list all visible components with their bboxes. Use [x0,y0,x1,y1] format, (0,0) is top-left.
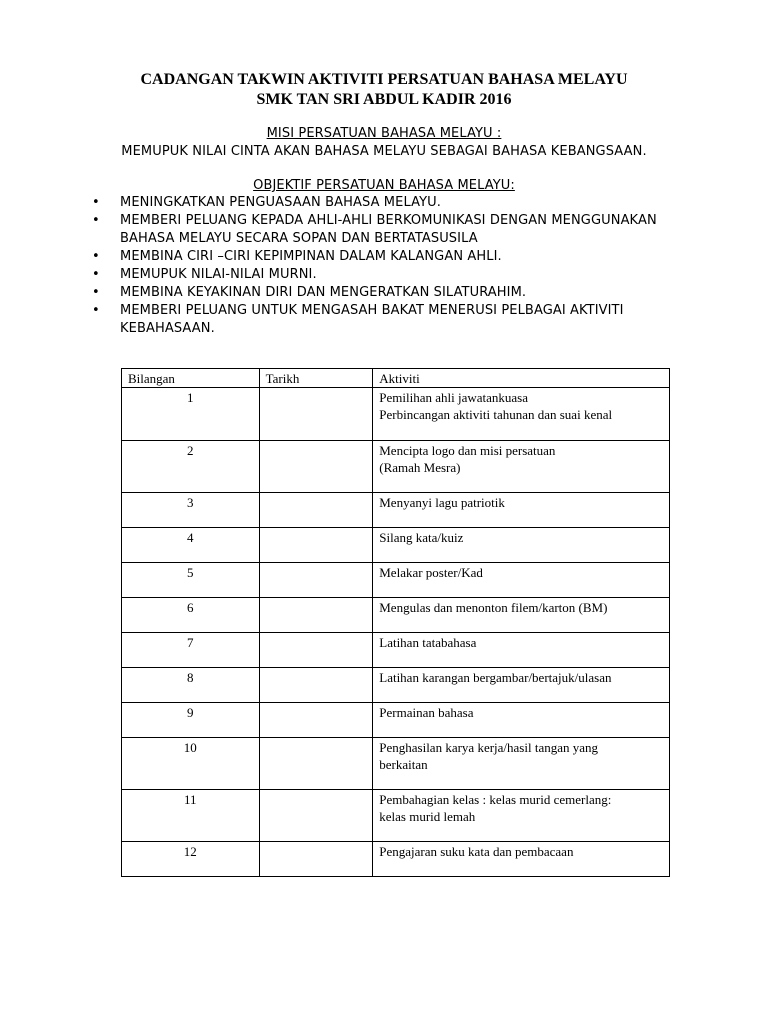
aktiviti-line: Menyanyi lagu patriotik [379,495,505,510]
objective-text: MEMBERI PELUANG KEPADA AHLI-AHLI BERKOMUNIKASI DENGAN MENGGUNAKAN BAHASA MELAYU SECARA SOPAN DAN BERTATASUSILA [120,213,657,246]
bullet-icon: • [92,213,100,228]
objective-item [92,284,692,302]
table-row [122,633,670,668]
table-row [122,493,670,528]
cell-aktiviti [373,738,670,790]
cell-bilangan: 9 [122,703,260,738]
aktiviti-line: Melakar poster/Kad [379,565,483,580]
cell-aktiviti [373,842,670,877]
cell-aktiviti [373,441,670,493]
cell-bilangan: 6 [122,598,260,633]
cell-tarikh [259,738,373,790]
activity-table [121,368,670,877]
aktiviti-line: Pembahagian kelas : kelas murid cemerlang: [379,792,612,807]
aktiviti-line: Latihan tatabahasa [379,635,477,650]
objective-text: MEMBERI PELUANG UNTUK MENGASAH BAKAT MENERUSI PELBAGAI AKTIVITI KEBAHASAAN. [120,303,624,336]
cell-aktiviti [373,563,670,598]
column-header-aktiviti: Aktiviti [373,369,670,388]
objektif-heading: OBJEKTIF PERSATUAN BAHASA MELAYU: [253,178,515,193]
cell-tarikh [259,842,373,877]
cell-aktiviti [373,598,670,633]
cell-tarikh [259,563,373,598]
aktiviti-line: Permainan bahasa [379,705,474,720]
aktiviti-line: Silang kata/kuiz [379,530,464,545]
objective-item [92,302,692,338]
table-row [122,598,670,633]
cell-bilangan: 1 [122,388,260,441]
table-row [122,703,670,738]
bullet-icon: • [92,303,100,318]
cell-aktiviti [373,528,670,563]
bullet-icon: • [92,249,100,264]
cell-tarikh [259,528,373,563]
aktiviti-line: (Ramah Mesra) [379,460,461,475]
cell-bilangan: 12 [122,842,260,877]
cell-bilangan: 7 [122,633,260,668]
bullet-icon: • [92,285,100,300]
aktiviti-line: kelas murid lemah [379,809,476,824]
objective-text: MENINGKATKAN PENGUASAAN BAHASA MELAYU. [120,195,441,210]
cell-tarikh [259,441,373,493]
table-row [122,842,670,877]
bullet-icon: • [92,195,100,210]
cell-tarikh [259,703,373,738]
objective-item [92,212,692,248]
aktiviti-line: Penghasilan karya kerja/hasil tangan yang [379,740,599,755]
cell-aktiviti [373,493,670,528]
cell-aktiviti [373,790,670,842]
cell-bilangan: 3 [122,493,260,528]
aktiviti-line: Latihan karangan bergambar/bertajuk/ulasan [379,670,612,685]
aktiviti-line: Pemilihan ahli jawatankuasa [379,390,528,405]
table-row [122,563,670,598]
objective-text: MEMBINA KEYAKINAN DIRI DAN MENGERATKAN SILATURAHIM. [120,285,527,300]
cell-bilangan: 5 [122,563,260,598]
aktiviti-line: Perbincangan aktiviti tahunan dan suai kenal [379,407,613,422]
document-title-line-2: SMK TAN SRI ABDUL KADIR 2016 [256,91,512,108]
cell-bilangan: 4 [122,528,260,563]
cell-aktiviti [373,633,670,668]
cell-tarikh [259,668,373,703]
aktiviti-line: Mengulas dan menonton filem/karton (BM) [379,600,608,615]
objective-item [92,248,692,266]
objective-item [92,194,692,212]
table-row [122,528,670,563]
cell-tarikh [259,790,373,842]
cell-tarikh [259,598,373,633]
aktiviti-line: Pengajaran suku kata dan pembacaan [379,844,574,859]
cell-aktiviti [373,703,670,738]
cell-bilangan: 2 [122,441,260,493]
cell-aktiviti [373,388,670,441]
table-row [122,441,670,493]
objectives-list [92,194,692,338]
bullet-icon: • [92,267,100,282]
table-row [122,790,670,842]
aktiviti-line: berkaitan [379,757,428,772]
cell-tarikh [259,633,373,668]
table-row [122,738,670,790]
cell-bilangan: 10 [122,738,260,790]
cell-aktiviti [373,668,670,703]
cell-tarikh [259,388,373,441]
objective-text: MEMBINA CIRI –CIRI KEPIMPINAN DALAM KALANGAN AHLI. [120,249,502,264]
column-header-tarikh: Tarikh [259,369,373,388]
table-row [122,668,670,703]
objective-text: MEMUPUK NILAI-NILAI MURNI. [120,267,317,282]
aktiviti-line: Mencipta logo dan misi persatuan [379,443,556,458]
document-title-line-1: CADANGAN TAKWIN AKTIVITI PERSATUAN BAHASA MELAYU [140,71,628,88]
misi-heading: MISI PERSATUAN BAHASA MELAYU : [266,126,502,141]
table-header-row [122,369,670,388]
misi-text: MEMUPUK NILAI CINTA AKAN BAHASA MELAYU SEBAGAI BAHASA KEBANGSAAN. [121,144,647,159]
cell-tarikh [259,493,373,528]
column-header-bilangan: Bilangan [122,369,260,388]
table-row [122,388,670,441]
cell-bilangan: 8 [122,668,260,703]
cell-bilangan: 11 [122,790,260,842]
objective-item [92,266,692,284]
